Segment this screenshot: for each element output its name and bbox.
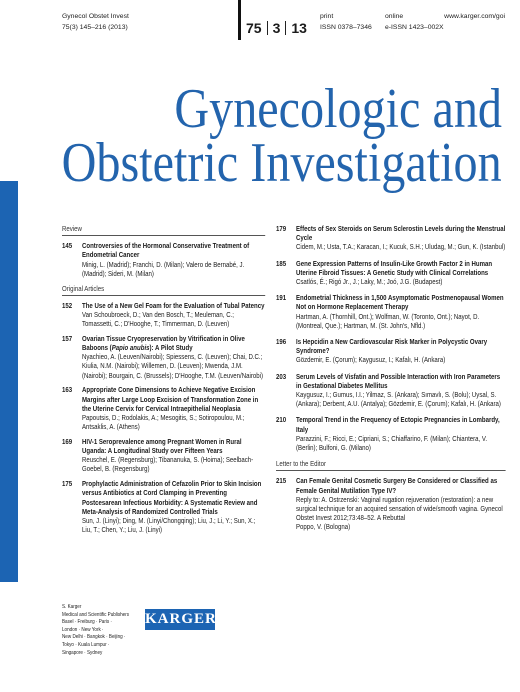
article-title: Serum Levels of Visfatin and Possible Interaction with Iron Parameters in Gestational Diabetes Mellitus xyxy=(296,371,501,390)
publisher-cities: New Delhi · Bangkok · Beijing · xyxy=(62,634,126,641)
issue-number xyxy=(246,20,307,36)
journal-abbrev: Gynecol Obstet Invest xyxy=(62,13,129,20)
article-authors: Papoutsis, D.; Rodolakis, A.; Mesogitis, S.; Sotiropoulou, M.; Antsaklis, A. (Athens) xyxy=(82,412,245,432)
citation: 75(3) 145–216 (2013) xyxy=(62,24,128,31)
article-authors: Gözdemir, E. (Çorum); Kaygusuz, I.; Kafalı, H. (Ankara) xyxy=(296,355,446,365)
article-entry xyxy=(62,241,265,278)
article-title: Can Female Genital Cosmetic Surgery Be Considered or Classified as Female Genital Mutilation Type IV? xyxy=(296,476,498,495)
section-header-original-articles: Original Articles xyxy=(62,284,265,296)
article-title: Temporal Trend in the Frequency of Ectopic Pregnancies in Lombardy, Italy xyxy=(296,415,500,434)
article-entry xyxy=(276,293,506,330)
article-page: 175 xyxy=(62,479,73,489)
side-color-bar xyxy=(0,181,18,582)
article-authors: Hartman, A. (Thornhill, Ont.); Wolfman, W. (Toronto, Ont.); Nayot, D. (Montreal, Que.); Hartman, M. (St. John's, Nfld.) xyxy=(296,311,480,330)
article-authors: Van Schoubroeck, D.; Van den Bosch, T.; Meuleman, C.; Tomassetti, C.; D'Hooghe, T.; Timmerman, D. (Leuven) xyxy=(82,309,234,329)
article-authors: Kaygusuz, I.; Gumus, I.I.; Yilmaz, S. (Ankara); Sımavlı, S. (Bolu); Uysal, S. (Ankara); Derbent, A.U. (Antalya); Gözdemir, E. (Çorum); Kafalı, H. (Ankara) xyxy=(296,390,501,409)
article-entry xyxy=(62,437,265,474)
article-page: 163 xyxy=(62,385,73,395)
article-title: Appropriate Cone Dimensions to Achieve Negative Excision Margins after Large Loop Excision of Transformation Zone in the Uterine Cervix for Cervical Intraepithelial Neoplasia xyxy=(82,385,259,413)
issue-separator xyxy=(267,21,268,35)
article-title: The Use of a New Gel Foam for the Evaluation of Tubal Patency xyxy=(82,300,265,310)
article-title: Effects of Sex Steroids on Serum Sclerostin Levels during the Menstrual Cycle xyxy=(296,224,506,243)
article-title: Controversies of the Hormonal Conservative Treatment of Endometrial Cancer xyxy=(82,241,250,260)
article-page: 185 xyxy=(276,258,287,268)
article-page: 191 xyxy=(276,293,287,303)
article-authors: Csatlós, É.; Rigó Jr., J.; Laky, M.; Joó, J.G. (Budapest) xyxy=(296,277,443,287)
article-title: Endometrial Thickness in 1,500 Asymptomatic Postmenopausal Women Not on Hormone Replacement Therapy xyxy=(296,293,504,312)
article-entry xyxy=(62,301,265,329)
print-issn: ISSN 0378–7346 xyxy=(320,24,372,31)
publisher-tagline: Medical and Scientific Publishers xyxy=(62,611,130,618)
online-issn: e-ISSN 1423–002X xyxy=(385,24,444,31)
article-authors: Cidem, M.; Usta, T.A.; Karacan, I.; Kucuk, S.H.; Uludag, M.; Gun, K. (Istanbul) xyxy=(296,242,506,252)
article-authors: Nyachieo, A. (Leuven/Nairobi); Spiessens, C. (Leuven); Chai, D.C.; Kiulia, N.M. (Nairobi); Willemen, D. (Leuven); Mwenda, J.M. (Nairobi); Bourgain, C. (Brussels); D'Hooghe, T.M. (Leuven/Nairobi) xyxy=(82,352,264,380)
issue-separator xyxy=(285,21,286,35)
journal-title-line1: Gynecologic and xyxy=(174,78,502,140)
article-page: 215 xyxy=(276,476,287,486)
publisher-name: S. Karger xyxy=(62,604,82,610)
article-entry xyxy=(62,334,265,380)
article-authors: Reuschel, E. (Regensburg); Tibananuka, S. (Hoima); Seelbach-Goebel, B. (Regensburg) xyxy=(82,455,254,474)
issue-volume: 75 xyxy=(246,20,262,36)
article-page: 210 xyxy=(276,415,287,425)
contents-right-column xyxy=(276,224,506,539)
issue-issue: 3 xyxy=(272,20,281,36)
article-entry xyxy=(276,476,506,531)
karger-logo: KARGER xyxy=(145,609,215,630)
article-authors: Poppo, V. (Bologna) xyxy=(296,522,351,532)
article-note: Reply to: A. Ostrzenski: Vaginal rugation rejuvenation (restoration): a new surgical technique for an acquired sensation of wide/smooth vagina. Gynecol Obstet Invest 2012;73:48–52. A Rebuttal xyxy=(296,494,503,523)
article-title: Is Hepcidin a New Cardiovascular Risk Marker in Polycystic Ovary Syndrome? xyxy=(296,337,488,356)
article-title xyxy=(82,334,265,352)
article-title-part: Ovarian Tissue Cryopreservation by Vitrification in Olive Baboons ( xyxy=(82,333,245,353)
article-entry xyxy=(62,479,265,534)
article-title: HIV-1 Seroprevalence among Pregnant Women in Rural Uganda: A Longitudinal Study over Fifteen Years xyxy=(82,436,242,456)
article-page: 179 xyxy=(276,224,287,233)
article-page: 196 xyxy=(276,337,287,347)
article-entry xyxy=(276,415,506,452)
article-entry xyxy=(276,337,506,365)
header-rule xyxy=(238,0,241,40)
article-title: Prophylactic Administration of Cefazolin Prior to Skin Incision versus Antibiotics at Cord Clamping in Preventing Postcesarean Infectious Morbidity: A Systematic Review and Meta-Analysis of Randomized Controlled Trials xyxy=(82,479,262,516)
website: www.karger.com/goi xyxy=(444,13,505,20)
publisher-info xyxy=(62,604,129,657)
journal-title-line2: Obstetric Investigation xyxy=(61,132,502,194)
article-authors: Parazzini, F.; Ricci, E.; Cipriani, S.; Chiaffarino, F. (Milan); Chiantera, V. (Berlin); Bulfoni, G. (Milano) xyxy=(296,433,488,453)
contents-left-column xyxy=(62,224,265,540)
article-title-part: ): A Pilot Study xyxy=(149,343,193,353)
article-entry xyxy=(276,224,506,252)
publisher-cities: London · New York · xyxy=(62,626,104,633)
article-page: 145 xyxy=(62,241,73,251)
publisher-cities: Basel · Freiburg · Paris · xyxy=(62,619,112,626)
section-header-letter: Letter to the Editor xyxy=(276,459,506,471)
article-authors: Minig, L. (Madrid); Franchi, D. (Milan); Valero de Bernabé, J. (Madrid); Sideri, M. (Milan) xyxy=(82,259,245,278)
publisher-cities: Tokyo · Kuala Lumpur · xyxy=(62,641,110,648)
article-page: 152 xyxy=(62,300,73,310)
article-entry xyxy=(276,372,506,409)
article-authors: Sun, J. (Linyi); Ding, M. (Linyi/Chongqing); Liu, J.; Li, Y.; Sun, X.; Liu, T.; Chen, Y.; Liu, J. (Linyi) xyxy=(82,515,256,535)
article-entry xyxy=(276,259,506,287)
species-name: Papio anubis xyxy=(111,343,150,353)
article-page: 203 xyxy=(276,371,287,381)
issue-year: 13 xyxy=(291,20,307,36)
publisher-cities: Singapore · Sydney xyxy=(62,649,103,656)
article-entry xyxy=(62,385,265,431)
section-header-review: Review xyxy=(62,224,265,236)
article-page: 169 xyxy=(62,436,73,446)
online-label: online xyxy=(385,13,404,20)
print-label: print xyxy=(320,13,334,20)
article-page: 157 xyxy=(62,333,73,343)
article-title: Gene Expression Patterns of Insulin-Like Growth Factor 2 in Human Uterine Fibroid Tissues: A Genetic Study with Clinical Correlations xyxy=(296,258,493,277)
